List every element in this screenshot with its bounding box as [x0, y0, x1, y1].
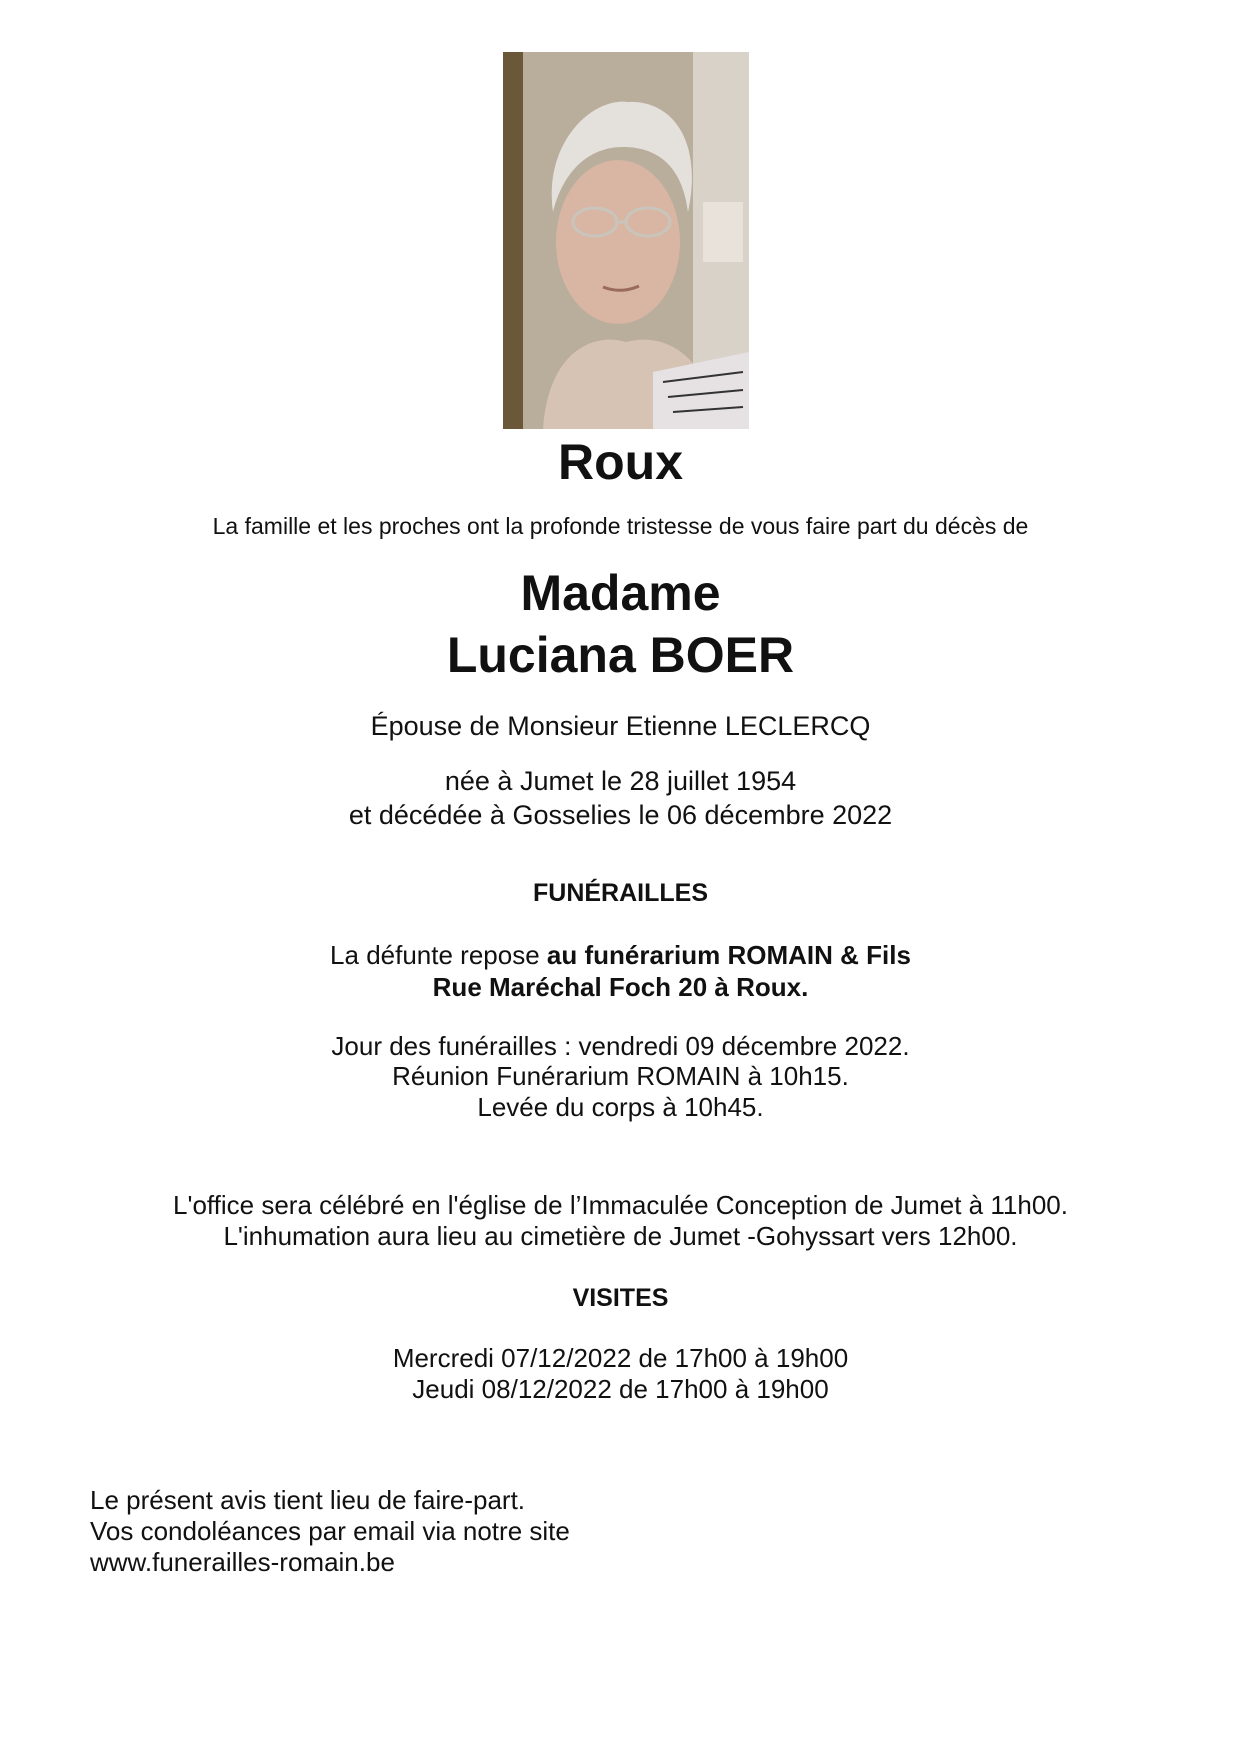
repose-prefix: La défunte repose [330, 940, 547, 970]
funerals-heading: FUNÉRAILLES [533, 879, 708, 907]
death-line: et décédée à Gosselies le 06 décembre 2022 [348, 800, 893, 830]
place-name: Roux [558, 434, 683, 490]
funeral-home-address: Rue Maréchal Foch 20 à Roux. [432, 972, 809, 1002]
portrait-photo-icon [503, 52, 749, 429]
footer-notice: Le présent avis tient lieu de faire-part. [90, 1485, 526, 1515]
spouse-line: Épouse de Monsieur Etienne LECLERCQ [370, 711, 871, 741]
birth-line: née à Jumet le 28 juillet 1954 [444, 766, 797, 796]
church-office: L'office sera célébré en l'église de l’Immaculée Conception de Jumet à 11h00. [173, 1190, 1068, 1220]
meeting-time: Réunion Funérarium ROMAIN à 10h15. [392, 1061, 849, 1091]
deceased-name: Luciana BOER [446, 627, 795, 683]
burial-info: L'inhumation aura lieu au cimetière de Jumet -Gohyssart vers 12h00. [223, 1221, 1018, 1251]
lift-time: Levée du corps à 10h45. [477, 1092, 764, 1122]
footer [90, 1485, 570, 1578]
website-link[interactable]: www.funerailles-romain.be [90, 1547, 395, 1577]
funeral-day: Jour des funérailles : vendredi 09 décembre 2022. [331, 1031, 910, 1061]
footer-condolences: Vos condoléances par email via notre site [90, 1516, 570, 1546]
repose-location: au funérarium ROMAIN & Fils [546, 940, 911, 970]
visits-heading: VISITES [572, 1284, 669, 1312]
portrait-photo [503, 52, 749, 429]
intro-text: La famille et les proches ont la profonde tristesse de vous faire part du décès de [212, 513, 1029, 539]
visit-item: Jeudi 08/12/2022 de 17h00 à 19h00 [412, 1374, 829, 1404]
visit-item: Mercredi 07/12/2022 de 17h00 à 19h00 [392, 1343, 849, 1373]
deceased-title: Madame [520, 565, 721, 621]
repose-line [0, 939, 1241, 971]
